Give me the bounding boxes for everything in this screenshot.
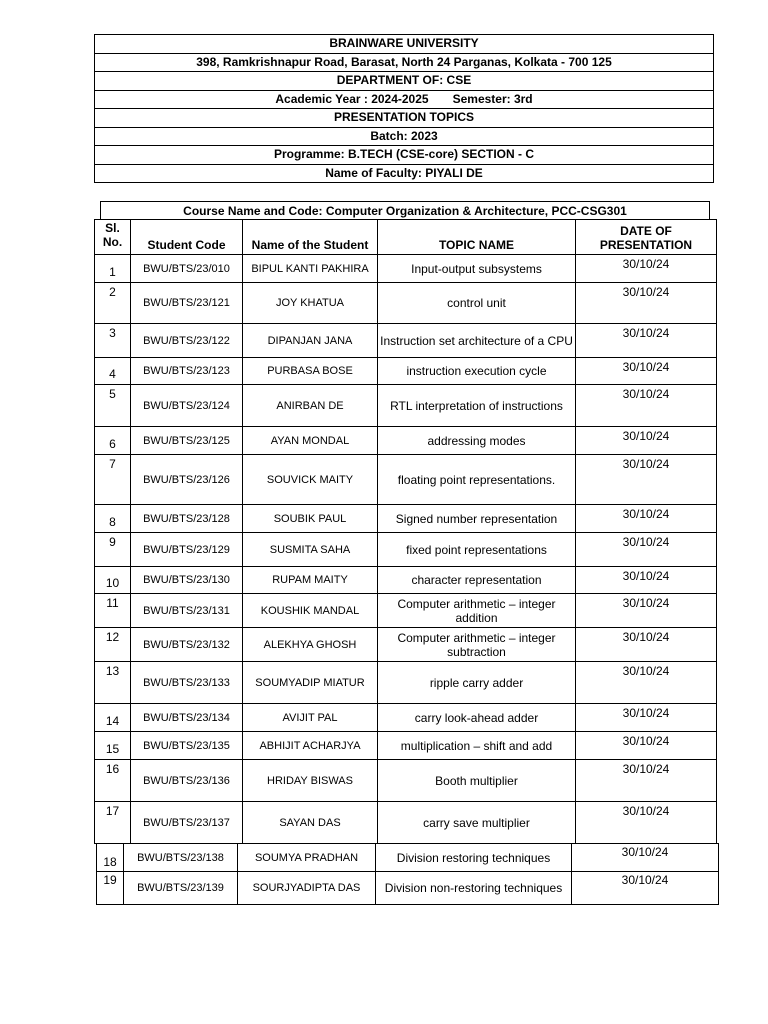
sl-cell: 3 (95, 324, 131, 358)
student-code-cell: BWU/BTS/23/010 (131, 255, 243, 283)
date-cell: 30/10/24 (576, 283, 717, 324)
student-code-cell: BWU/BTS/23/138 (124, 844, 238, 872)
topic-cell: carry look-ahead adder (378, 704, 576, 732)
date-cell: 30/10/24 (576, 662, 717, 704)
sl-cell: 15 (95, 732, 131, 760)
sl-cell: 12 (95, 628, 131, 662)
sl-cell: 14 (95, 704, 131, 732)
date-cell: 30/10/24 (576, 594, 717, 628)
date-cell: 30/10/24 (576, 358, 717, 385)
programme: Programme: B.TECH (CSE-core) SECTION - C (95, 146, 714, 165)
student-code-cell: BWU/BTS/23/128 (131, 505, 243, 533)
topic-cell: Booth multiplier (378, 760, 576, 802)
column-header-name: Name of the Student (243, 220, 378, 255)
table-row (95, 704, 717, 732)
sl-cell: 16 (95, 760, 131, 802)
topic-cell: character representation (378, 567, 576, 594)
academic-year: Academic Year : 2024-2025 (275, 91, 429, 106)
table-row (95, 505, 717, 533)
column-header-topic: TOPIC NAME (378, 220, 576, 255)
table-row (95, 427, 717, 455)
table-row (95, 567, 717, 594)
student-code-cell: BWU/BTS/23/131 (131, 594, 243, 628)
student-code-cell: BWU/BTS/23/126 (131, 455, 243, 505)
student-name-cell: ANIRBAN DE (243, 385, 378, 427)
student-name-cell: SOURJYADIPTA DAS (238, 872, 376, 905)
student-code-cell: BWU/BTS/23/133 (131, 662, 243, 704)
presentation-table-continued (96, 843, 719, 905)
sl-cell: 1 (95, 255, 131, 283)
student-code-cell: BWU/BTS/23/129 (131, 533, 243, 567)
topic-cell: Signed number representation (378, 505, 576, 533)
topic-cell: ripple carry adder (378, 662, 576, 704)
date-cell: 30/10/24 (576, 385, 717, 427)
sl-cell: 9 (95, 533, 131, 567)
column-header-sl: Sl. No. (95, 220, 131, 255)
student-name-cell: ALEKHYA GHOSH (243, 628, 378, 662)
table-row (95, 533, 717, 567)
table-row (95, 594, 717, 628)
sl-cell: 17 (95, 802, 131, 844)
table-row (95, 662, 717, 704)
date-cell: 30/10/24 (576, 427, 717, 455)
sl-cell: 19 (97, 872, 124, 905)
batch: Batch: 2023 (95, 127, 714, 146)
topic-cell: Computer arithmetic – integer subtraction (378, 628, 576, 662)
date-cell: 30/10/24 (576, 505, 717, 533)
date-cell: 30/10/24 (572, 844, 719, 872)
student-name-cell: BIPUL KANTI PAKHIRA (243, 255, 378, 283)
student-name-cell: SAYAN DAS (243, 802, 378, 844)
academic-year-semester (95, 90, 714, 109)
university-address: 398, Ramkrishnapur Road, Barasat, North 24 Parganas, Kolkata - 700 125 (95, 53, 714, 72)
student-name-cell: AYAN MONDAL (243, 427, 378, 455)
topic-cell: fixed point representations (378, 533, 576, 567)
student-name-cell: SOUBIK PAUL (243, 505, 378, 533)
table-row (97, 872, 719, 905)
date-cell: 30/10/24 (576, 760, 717, 802)
student-name-cell: ABHIJIT ACHARJYA (243, 732, 378, 760)
student-name-cell: RUPAM MAITY (243, 567, 378, 594)
date-cell: 30/10/24 (572, 872, 719, 905)
date-cell: 30/10/24 (576, 533, 717, 567)
topic-cell: Computer arithmetic – integer addition (378, 594, 576, 628)
table-header-row (95, 220, 717, 255)
topic-cell: addressing modes (378, 427, 576, 455)
table-row (95, 255, 717, 283)
student-code-cell: BWU/BTS/23/135 (131, 732, 243, 760)
date-cell: 30/10/24 (576, 255, 717, 283)
student-name-cell: SOUMYADIP MIATUR (243, 662, 378, 704)
department: DEPARTMENT OF: CSE (95, 72, 714, 91)
semester: Semester: 3rd (452, 91, 533, 106)
student-name-cell: JOY KHATUA (243, 283, 378, 324)
student-code-cell: BWU/BTS/23/121 (131, 283, 243, 324)
column-header-date: DATE OF PRESENTATION (576, 220, 717, 255)
sl-cell: 4 (95, 358, 131, 385)
sl-cell: 2 (95, 283, 131, 324)
table-row (95, 628, 717, 662)
topic-cell: floating point representations. (378, 455, 576, 505)
sl-cell: 10 (95, 567, 131, 594)
table-row (95, 732, 717, 760)
sl-cell: 18 (97, 844, 124, 872)
date-cell: 30/10/24 (576, 704, 717, 732)
date-cell: 30/10/24 (576, 628, 717, 662)
sl-cell: 5 (95, 385, 131, 427)
topic-cell: Input-output subsystems (378, 255, 576, 283)
table-row (95, 283, 717, 324)
table-row (95, 324, 717, 358)
table-row (95, 802, 717, 844)
student-code-cell: BWU/BTS/23/137 (131, 802, 243, 844)
student-code-cell: BWU/BTS/23/132 (131, 628, 243, 662)
topic-cell: control unit (378, 283, 576, 324)
sl-cell: 11 (95, 594, 131, 628)
student-name-cell: SOUMYA PRADHAN (238, 844, 376, 872)
table-row (95, 455, 717, 505)
topic-cell: carry save multiplier (378, 802, 576, 844)
student-code-cell: BWU/BTS/23/130 (131, 567, 243, 594)
student-code-cell: BWU/BTS/23/139 (124, 872, 238, 905)
table-row (95, 760, 717, 802)
student-code-cell: BWU/BTS/23/136 (131, 760, 243, 802)
topic-cell: instruction execution cycle (378, 358, 576, 385)
student-code-cell: BWU/BTS/23/122 (131, 324, 243, 358)
student-name-cell: AVIJIT PAL (243, 704, 378, 732)
table-row (95, 358, 717, 385)
column-header-code: Student Code (131, 220, 243, 255)
sl-cell: 6 (95, 427, 131, 455)
header-block (94, 34, 714, 183)
date-cell: 30/10/24 (576, 732, 717, 760)
topic-cell: Division non-restoring techniques (376, 872, 572, 905)
sl-cell: 13 (95, 662, 131, 704)
student-name-cell: SUSMITA SAHA (243, 533, 378, 567)
faculty-name: Name of Faculty: PIYALI DE (95, 164, 714, 183)
sl-cell: 8 (95, 505, 131, 533)
student-name-cell: DIPANJAN JANA (243, 324, 378, 358)
document-title: PRESENTATION TOPICS (95, 109, 714, 128)
student-name-cell: SOUVICK MAITY (243, 455, 378, 505)
date-cell: 30/10/24 (576, 455, 717, 505)
student-code-cell: BWU/BTS/23/124 (131, 385, 243, 427)
course-name-code: Course Name and Code: Computer Organization & Architecture, PCC-CSG301 (100, 201, 710, 220)
presentation-table (94, 219, 717, 844)
student-code-cell: BWU/BTS/23/123 (131, 358, 243, 385)
topic-cell: Division restoring techniques (376, 844, 572, 872)
student-name-cell: HRIDAY BISWAS (243, 760, 378, 802)
student-name-cell: PURBASA BOSE (243, 358, 378, 385)
date-cell: 30/10/24 (576, 324, 717, 358)
student-code-cell: BWU/BTS/23/125 (131, 427, 243, 455)
student-code-cell: BWU/BTS/23/134 (131, 704, 243, 732)
topic-cell: Instruction set architecture of a CPU (378, 324, 576, 358)
table-row (95, 385, 717, 427)
date-cell: 30/10/24 (576, 567, 717, 594)
topic-cell: multiplication – shift and add (378, 732, 576, 760)
university-name: BRAINWARE UNIVERSITY (95, 35, 714, 54)
table-row (97, 844, 719, 872)
topic-cell: RTL interpretation of instructions (378, 385, 576, 427)
sl-cell: 7 (95, 455, 131, 505)
date-cell: 30/10/24 (576, 802, 717, 844)
student-name-cell: KOUSHIK MANDAL (243, 594, 378, 628)
